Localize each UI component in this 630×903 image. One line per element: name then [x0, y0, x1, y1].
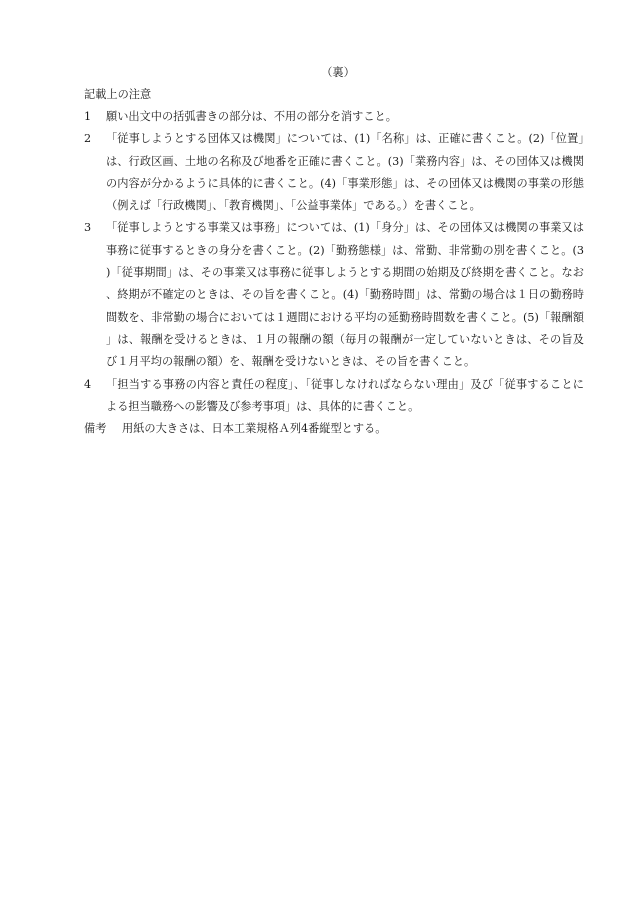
remarks-label: 備考 — [84, 422, 107, 436]
remarks — [84, 418, 584, 440]
note-item-3 — [84, 217, 584, 373]
note-item-number: 1 — [84, 110, 92, 123]
section-title: 記載上の注意 — [84, 88, 152, 101]
note-item-text: 「従事しようとする団体又は機関」については、(1)「名称」は、正確に書くこと。(2)「位置」は、行政区画、土地の名称及び地番を正確に書くこと。(3)「業務内容」は、その団体又は機関の内容が分かるように具体的に書くこと。(4)「事業形態」は、その団体又は機関の事業の形態（例えば「行政機関」、「教育機関」、「公益事業体」である。）を書くこと。 — [106, 132, 584, 213]
remarks-text: 用紙の大きさは、日本工業規格Ａ列4番縦型とする。 — [122, 422, 387, 436]
note-item-number: 4 — [84, 377, 92, 391]
note-item-2 — [84, 128, 584, 217]
note-item-1 — [84, 106, 584, 128]
document-page — [84, 62, 584, 440]
note-item-text: 「従事しようとする事業又は事務」については、(1)「身分」は、その団体又は機関の事業又は事務に従事するときの身分を書くこと。(2)「勤務態様」は、常勤、非常勤の別を書くこと。(3)「従事期間」は、その事業又は事務に従事しようとする期間の始期及び終期を書くこと。なお、終期が不確定のときは、その旨を書くこと。(4)「勤務時間」は、常勤の場合は１日の勤務時間数を、非常勤の場合においては１週間における平均の延勤務時間数を書くこと。(5)「報酬額」は、報酬を受けるときは、１月の報酬の額（毎月の報酬が一定していないときは、その旨及び１月平均の報酬の額）を、報酬を受けないときは、その旨を書くこと。 — [106, 221, 584, 369]
note-item-number: 3 — [84, 221, 92, 235]
page-heading: （裏） — [321, 66, 355, 79]
note-item-text: 「担当する事務の内容と責任の程度」、「従事しなければならない理由」及び「従事することによる担当職務への影響及び参考事項」は、具体的に書くこと。 — [106, 377, 584, 413]
note-item-4 — [84, 374, 584, 419]
note-item-text: 願い出文中の括弧書きの部分は、不用の部分を消すこと。 — [106, 110, 397, 123]
note-item-number: 2 — [84, 132, 92, 146]
